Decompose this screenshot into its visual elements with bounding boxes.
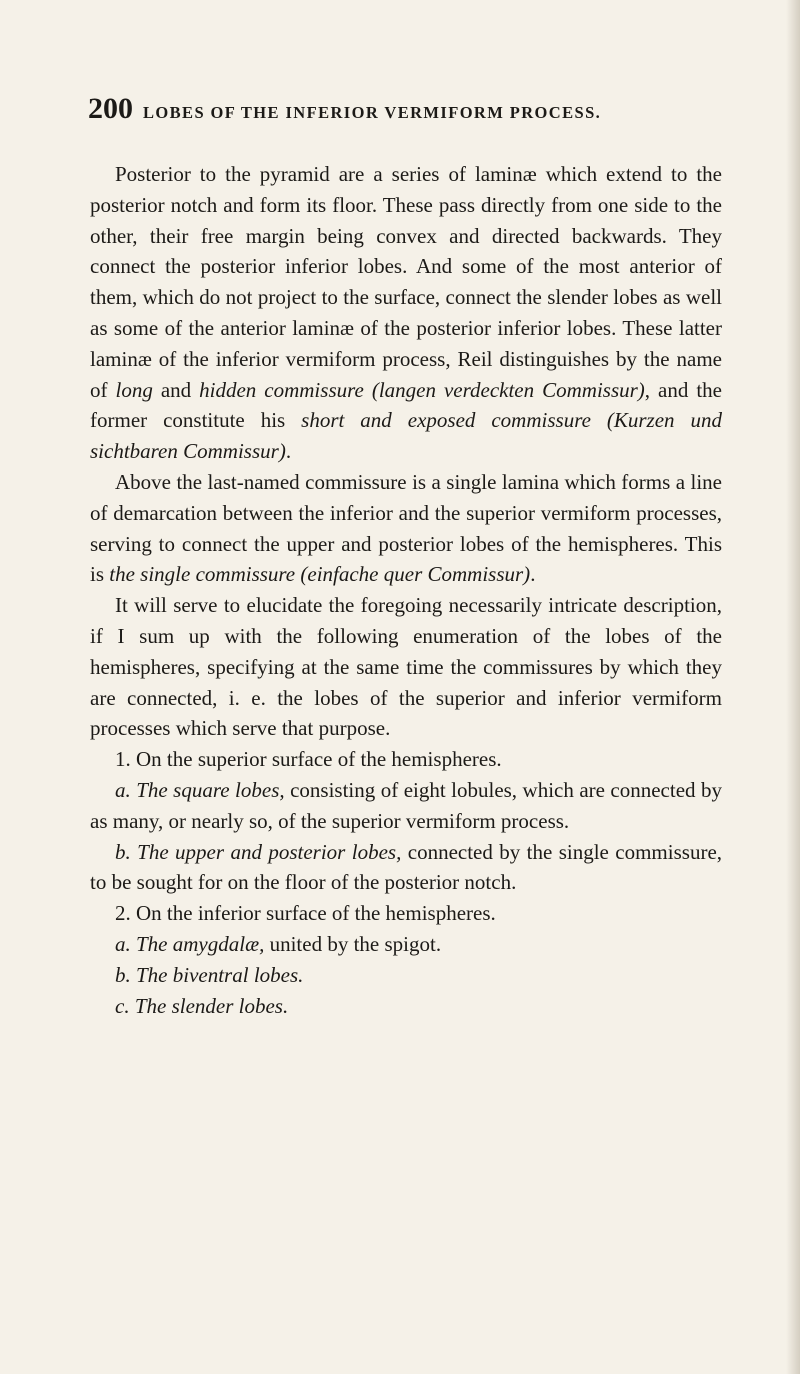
list-item-slender-lobes: c. The slender lobes. bbox=[115, 993, 289, 1018]
list-item-upper-posterior-lobes: b. The upper and posterior lobes, connected by the single commissure, to be sought for on the floor of the posterior notch. bbox=[90, 839, 723, 895]
list-item-square-lobes: a. The square lobes, consisting of eight lobules, which are connected by as many, or nearly so, of the superior vermiform process. bbox=[90, 777, 723, 833]
page-number: 200 bbox=[88, 92, 133, 125]
running-head-title: LOBES OF THE INFERIOR VERMIFORM PROCESS. bbox=[143, 103, 602, 122]
page-edge-shadow bbox=[786, 0, 800, 1374]
section-inferior-surface: 2. On the inferior surface of the hemispheres. bbox=[115, 901, 496, 926]
section-superior-surface: 1. On the superior surface of the hemispheres. bbox=[115, 747, 502, 772]
running-head bbox=[88, 92, 722, 136]
paragraph-single-commissure: Above the last-named commissure is a single lamina which forms a line of demarcation between the inferior and the superior vermiform processes, serving to connect the upper and posterior lobes of the hemispheres. This is the single commissure (einfache quer Commissur). bbox=[90, 469, 722, 587]
paragraph-summary: It will serve to elucidate the foregoing necessarily intricate description, if I sum up with the following enumeration of the lobes of the hemispheres, specifying at the same time the commissures by which they are connected, i. e. the lobes of the superior and inferior vermiform processes which serve that purpose. bbox=[90, 593, 722, 741]
book-page bbox=[90, 92, 722, 1021]
body-text bbox=[90, 159, 722, 1021]
list-item-amygdalae: a. The amygdalæ, united by the spigot. bbox=[115, 931, 442, 956]
paragraph-laminae: Posterior to the pyramid are a series of laminæ which extend to the posterior notch and form its floor. These pass directly from one side to the other, their free margin being convex and directed backwards. They connect the posterior inferior lobes. And some of the most anterior of them, which do not project to the surface, connect the slender lobes as well as some of the anterior laminæ of the posterior inferior lobes. These latter laminæ of the inferior vermiform process, Reil distinguishes by the name of long and hidden commissure (langen verdeckten Commissur), and the former constitute his short and exposed commissure (Kurzen und sichtbaren Commissur). bbox=[90, 162, 723, 464]
list-item-biventral-lobes: b. The biventral lobes. bbox=[115, 962, 304, 987]
